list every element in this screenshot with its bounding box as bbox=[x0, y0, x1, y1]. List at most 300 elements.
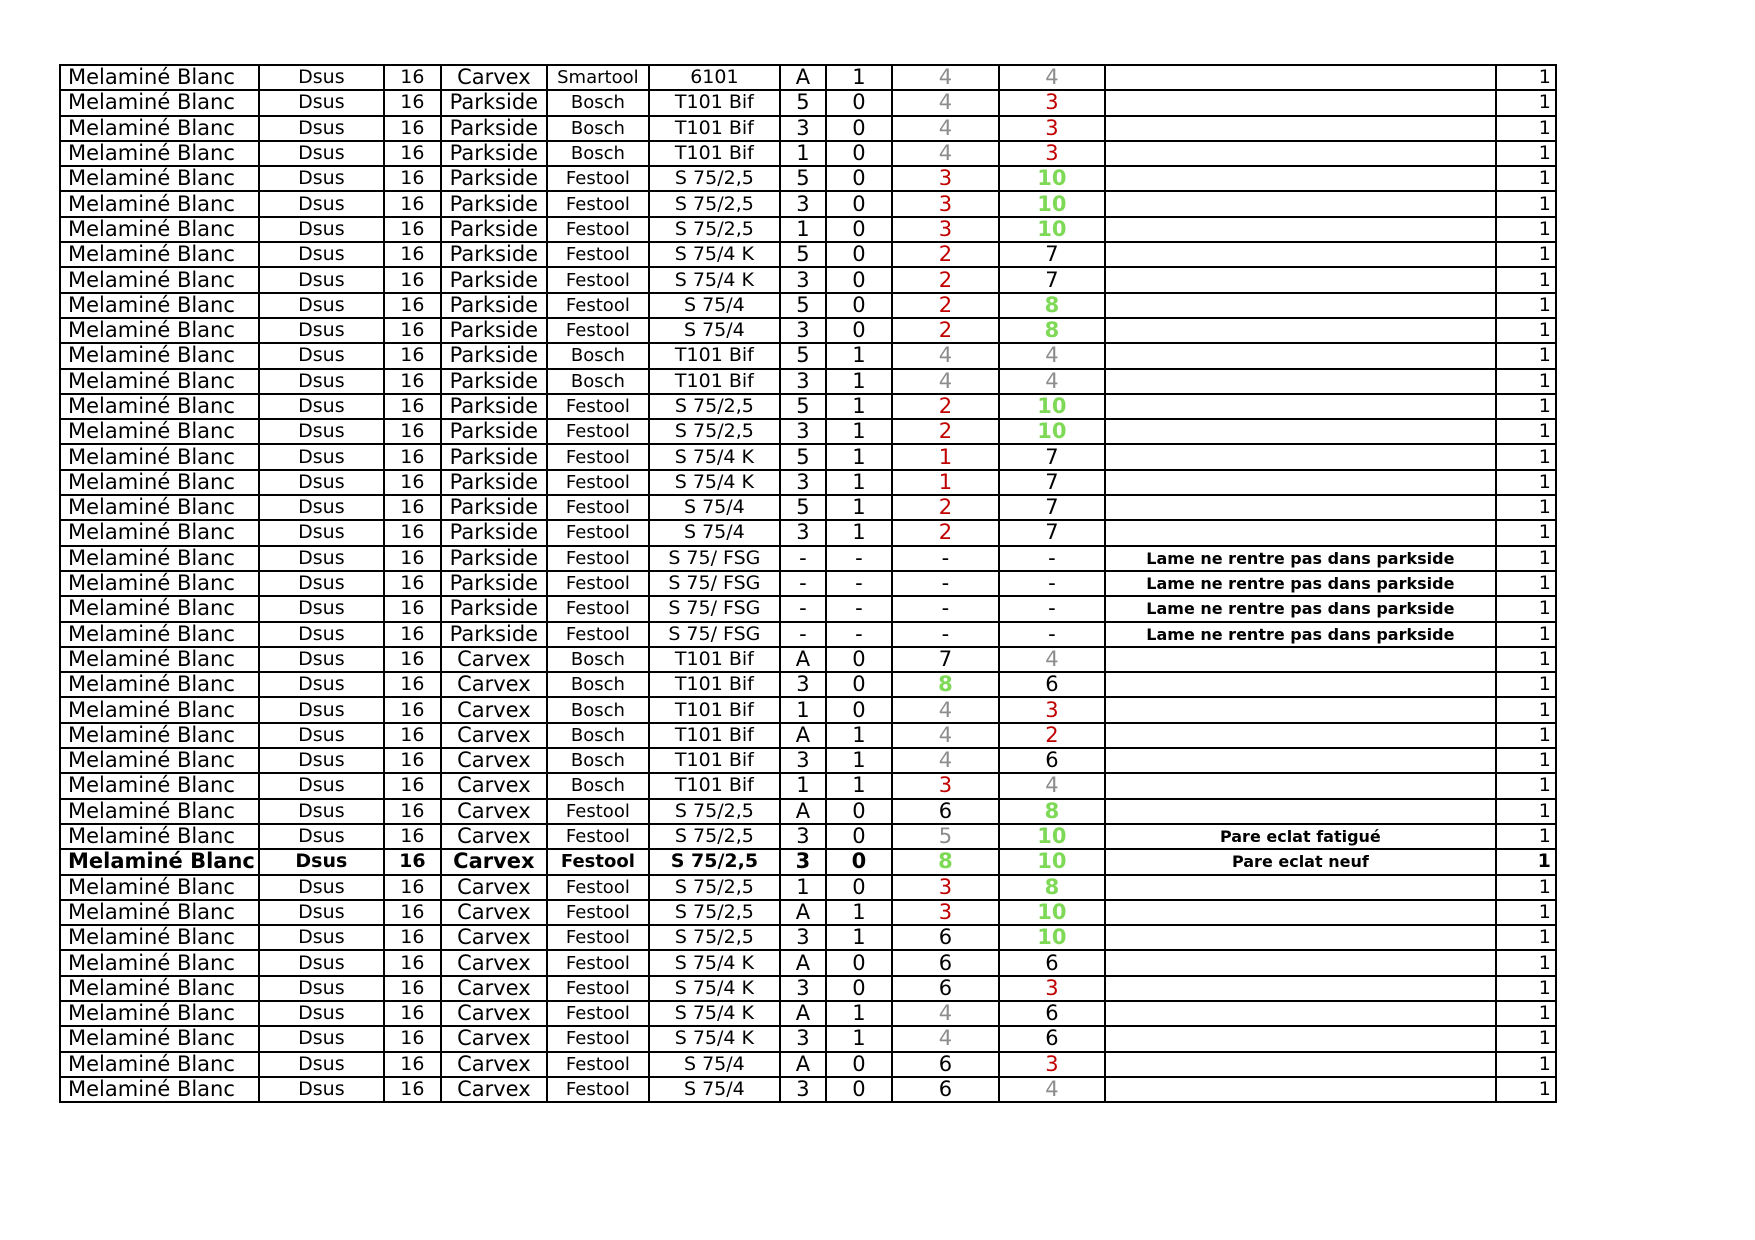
note-cell: Lame ne rentre pas dans parkside bbox=[1105, 546, 1496, 571]
orbital-cell: - bbox=[826, 622, 892, 647]
thickness-cell: 16 bbox=[384, 444, 441, 469]
material-cell: Melaminé Blanc bbox=[60, 90, 259, 115]
table-row bbox=[60, 166, 1556, 191]
note-cell bbox=[1105, 697, 1496, 722]
count-cell: 1 bbox=[1496, 394, 1556, 419]
speed-cell: 3 bbox=[780, 824, 826, 849]
table-row bbox=[60, 293, 1556, 318]
score-1-cell: 3 bbox=[892, 217, 999, 242]
speed-cell: 3 bbox=[780, 191, 826, 216]
blade-ref-cell: S 75/4 K bbox=[649, 242, 780, 267]
speed-cell: A bbox=[780, 900, 826, 925]
score-2-cell: 7 bbox=[999, 267, 1105, 292]
results-table bbox=[59, 64, 1557, 1103]
support-cell: Dsus bbox=[259, 748, 384, 773]
score-1-cell: 3 bbox=[892, 875, 999, 900]
blade-ref-cell: T101 Bif bbox=[649, 773, 780, 798]
table-row bbox=[60, 520, 1556, 545]
blade-brand-cell: Festool bbox=[547, 394, 649, 419]
speed-cell: 1 bbox=[780, 141, 826, 166]
score-2-cell: 3 bbox=[999, 697, 1105, 722]
score-1-cell: 4 bbox=[892, 343, 999, 368]
support-cell: Dsus bbox=[259, 65, 384, 90]
note-cell bbox=[1105, 90, 1496, 115]
score-2-cell: - bbox=[999, 571, 1105, 596]
machine-cell: Parkside bbox=[441, 444, 547, 469]
thickness-cell: 16 bbox=[384, 470, 441, 495]
material-cell: Melaminé Blanc bbox=[60, 546, 259, 571]
score-1-cell: - bbox=[892, 596, 999, 621]
note-cell bbox=[1105, 1077, 1496, 1102]
speed-cell: 3 bbox=[780, 470, 826, 495]
blade-brand-cell: Bosch bbox=[547, 90, 649, 115]
machine-cell: Carvex bbox=[441, 647, 547, 672]
blade-ref-cell: T101 Bif bbox=[649, 647, 780, 672]
speed-cell: A bbox=[780, 799, 826, 824]
material-cell: Melaminé Blanc bbox=[60, 191, 259, 216]
speed-cell: 3 bbox=[780, 1026, 826, 1051]
count-cell: 1 bbox=[1496, 343, 1556, 368]
thickness-cell: 16 bbox=[384, 1052, 441, 1077]
count-cell: 1 bbox=[1496, 596, 1556, 621]
note-cell bbox=[1105, 267, 1496, 292]
count-cell: 1 bbox=[1496, 116, 1556, 141]
orbital-cell: 1 bbox=[826, 470, 892, 495]
orbital-cell: 0 bbox=[826, 824, 892, 849]
machine-cell: Carvex bbox=[441, 697, 547, 722]
blade-brand-cell: Festool bbox=[547, 1026, 649, 1051]
note-cell: Lame ne rentre pas dans parkside bbox=[1105, 622, 1496, 647]
material-cell: Melaminé Blanc bbox=[60, 267, 259, 292]
orbital-cell: 0 bbox=[826, 242, 892, 267]
count-cell: 1 bbox=[1496, 773, 1556, 798]
table-row bbox=[60, 1026, 1556, 1051]
score-2-cell: 8 bbox=[999, 318, 1105, 343]
score-2-cell: 10 bbox=[999, 217, 1105, 242]
material-cell: Melaminé Blanc bbox=[60, 217, 259, 242]
blade-ref-cell: S 75/2,5 bbox=[649, 824, 780, 849]
speed-cell: 5 bbox=[780, 444, 826, 469]
thickness-cell: 16 bbox=[384, 141, 441, 166]
note-cell bbox=[1105, 1001, 1496, 1026]
blade-brand-cell: Festool bbox=[547, 191, 649, 216]
machine-cell: Parkside bbox=[441, 166, 547, 191]
note-cell bbox=[1105, 647, 1496, 672]
machine-cell: Carvex bbox=[441, 1001, 547, 1026]
speed-cell: 3 bbox=[780, 318, 826, 343]
score-2-cell: 3 bbox=[999, 116, 1105, 141]
count-cell: 1 bbox=[1496, 723, 1556, 748]
score-2-cell: 4 bbox=[999, 65, 1105, 90]
note-cell bbox=[1105, 495, 1496, 520]
orbital-cell: 0 bbox=[826, 141, 892, 166]
speed-cell: 5 bbox=[780, 394, 826, 419]
support-cell: Dsus bbox=[259, 369, 384, 394]
blade-ref-cell: S 75/4 bbox=[649, 293, 780, 318]
material-cell: Melaminé Blanc bbox=[60, 520, 259, 545]
machine-cell: Parkside bbox=[441, 90, 547, 115]
machine-cell: Carvex bbox=[441, 925, 547, 950]
score-1-cell: 1 bbox=[892, 470, 999, 495]
speed-cell: 1 bbox=[780, 217, 826, 242]
machine-cell: Parkside bbox=[441, 470, 547, 495]
thickness-cell: 16 bbox=[384, 900, 441, 925]
score-2-cell: 10 bbox=[999, 900, 1105, 925]
blade-ref-cell: 6101 bbox=[649, 65, 780, 90]
score-1-cell: 6 bbox=[892, 950, 999, 975]
table-row bbox=[60, 773, 1556, 798]
score-1-cell: 3 bbox=[892, 900, 999, 925]
speed-cell: 3 bbox=[780, 748, 826, 773]
score-1-cell: 8 bbox=[892, 849, 999, 874]
score-2-cell: 10 bbox=[999, 419, 1105, 444]
score-1-cell: 6 bbox=[892, 976, 999, 1001]
count-cell: 1 bbox=[1496, 849, 1556, 874]
thickness-cell: 16 bbox=[384, 571, 441, 596]
thickness-cell: 16 bbox=[384, 622, 441, 647]
score-1-cell: 2 bbox=[892, 318, 999, 343]
blade-brand-cell: Festool bbox=[547, 925, 649, 950]
thickness-cell: 16 bbox=[384, 242, 441, 267]
blade-ref-cell: S 75/2,5 bbox=[649, 849, 780, 874]
score-1-cell: 4 bbox=[892, 1026, 999, 1051]
blade-ref-cell: S 75/2,5 bbox=[649, 875, 780, 900]
count-cell: 1 bbox=[1496, 419, 1556, 444]
orbital-cell: 1 bbox=[826, 773, 892, 798]
count-cell: 1 bbox=[1496, 1077, 1556, 1102]
thickness-cell: 16 bbox=[384, 799, 441, 824]
score-1-cell: 2 bbox=[892, 495, 999, 520]
blade-ref-cell: T101 Bif bbox=[649, 672, 780, 697]
blade-ref-cell: S 75/4 bbox=[649, 1052, 780, 1077]
score-2-cell: 10 bbox=[999, 166, 1105, 191]
speed-cell: 3 bbox=[780, 976, 826, 1001]
machine-cell: Parkside bbox=[441, 293, 547, 318]
note-cell bbox=[1105, 976, 1496, 1001]
support-cell: Dsus bbox=[259, 520, 384, 545]
score-2-cell: 8 bbox=[999, 875, 1105, 900]
machine-cell: Parkside bbox=[441, 141, 547, 166]
note-cell: Pare eclat fatigué bbox=[1105, 824, 1496, 849]
material-cell: Melaminé Blanc bbox=[60, 394, 259, 419]
note-cell bbox=[1105, 875, 1496, 900]
support-cell: Dsus bbox=[259, 875, 384, 900]
material-cell: Melaminé Blanc bbox=[60, 875, 259, 900]
orbital-cell: 1 bbox=[826, 343, 892, 368]
material-cell: Melaminé Blanc bbox=[60, 141, 259, 166]
machine-cell: Carvex bbox=[441, 65, 547, 90]
score-1-cell: - bbox=[892, 546, 999, 571]
material-cell: Melaminé Blanc bbox=[60, 116, 259, 141]
blade-ref-cell: S 75/4 bbox=[649, 495, 780, 520]
material-cell: Melaminé Blanc bbox=[60, 672, 259, 697]
note-cell bbox=[1105, 217, 1496, 242]
orbital-cell: 1 bbox=[826, 520, 892, 545]
blade-brand-cell: Festool bbox=[547, 293, 649, 318]
speed-cell: 1 bbox=[780, 773, 826, 798]
blade-ref-cell: S 75/4 K bbox=[649, 444, 780, 469]
material-cell: Melaminé Blanc bbox=[60, 799, 259, 824]
orbital-cell: 0 bbox=[826, 1052, 892, 1077]
machine-cell: Carvex bbox=[441, 723, 547, 748]
orbital-cell: 1 bbox=[826, 394, 892, 419]
machine-cell: Parkside bbox=[441, 596, 547, 621]
note-cell bbox=[1105, 520, 1496, 545]
table-row bbox=[60, 394, 1556, 419]
blade-brand-cell: Festool bbox=[547, 267, 649, 292]
table-row bbox=[60, 343, 1556, 368]
speed-cell: A bbox=[780, 647, 826, 672]
support-cell: Dsus bbox=[259, 267, 384, 292]
blade-brand-cell: Festool bbox=[547, 444, 649, 469]
blade-ref-cell: S 75/2,5 bbox=[649, 166, 780, 191]
count-cell: 1 bbox=[1496, 950, 1556, 975]
material-cell: Melaminé Blanc bbox=[60, 293, 259, 318]
material-cell: Melaminé Blanc bbox=[60, 950, 259, 975]
note-cell bbox=[1105, 444, 1496, 469]
note-cell bbox=[1105, 773, 1496, 798]
orbital-cell: 1 bbox=[826, 65, 892, 90]
score-1-cell: 6 bbox=[892, 799, 999, 824]
note-cell bbox=[1105, 65, 1496, 90]
orbital-cell: 0 bbox=[826, 976, 892, 1001]
table-row bbox=[60, 65, 1556, 90]
machine-cell: Parkside bbox=[441, 191, 547, 216]
score-1-cell: 2 bbox=[892, 520, 999, 545]
blade-ref-cell: S 75/4 bbox=[649, 520, 780, 545]
table-row bbox=[60, 267, 1556, 292]
thickness-cell: 16 bbox=[384, 318, 441, 343]
score-2-cell: 2 bbox=[999, 723, 1105, 748]
thickness-cell: 16 bbox=[384, 267, 441, 292]
count-cell: 1 bbox=[1496, 141, 1556, 166]
material-cell: Melaminé Blanc bbox=[60, 824, 259, 849]
blade-ref-cell: S 75/2,5 bbox=[649, 217, 780, 242]
table-row bbox=[60, 191, 1556, 216]
table-row bbox=[60, 495, 1556, 520]
count-cell: 1 bbox=[1496, 1001, 1556, 1026]
count-cell: 1 bbox=[1496, 546, 1556, 571]
score-1-cell: 4 bbox=[892, 141, 999, 166]
blade-ref-cell: S 75/2,5 bbox=[649, 191, 780, 216]
orbital-cell: 0 bbox=[826, 90, 892, 115]
blade-brand-cell: Smartool bbox=[547, 65, 649, 90]
table-row bbox=[60, 444, 1556, 469]
score-2-cell: 8 bbox=[999, 293, 1105, 318]
orbital-cell: 1 bbox=[826, 419, 892, 444]
speed-cell: 3 bbox=[780, 925, 826, 950]
material-cell: Melaminé Blanc bbox=[60, 976, 259, 1001]
count-cell: 1 bbox=[1496, 748, 1556, 773]
score-1-cell: 2 bbox=[892, 394, 999, 419]
speed-cell: A bbox=[780, 1052, 826, 1077]
thickness-cell: 16 bbox=[384, 217, 441, 242]
thickness-cell: 16 bbox=[384, 773, 441, 798]
support-cell: Dsus bbox=[259, 166, 384, 191]
machine-cell: Carvex bbox=[441, 900, 547, 925]
table-body bbox=[60, 65, 1556, 1102]
score-1-cell: 8 bbox=[892, 672, 999, 697]
blade-ref-cell: S 75/4 K bbox=[649, 267, 780, 292]
support-cell: Dsus bbox=[259, 976, 384, 1001]
blade-brand-cell: Festool bbox=[547, 824, 649, 849]
score-1-cell: 4 bbox=[892, 723, 999, 748]
blade-brand-cell: Festool bbox=[547, 1052, 649, 1077]
thickness-cell: 16 bbox=[384, 647, 441, 672]
count-cell: 1 bbox=[1496, 622, 1556, 647]
blade-brand-cell: Festool bbox=[547, 976, 649, 1001]
score-1-cell: 4 bbox=[892, 65, 999, 90]
orbital-cell: - bbox=[826, 596, 892, 621]
orbital-cell: 0 bbox=[826, 217, 892, 242]
thickness-cell: 16 bbox=[384, 824, 441, 849]
support-cell: Dsus bbox=[259, 1077, 384, 1102]
count-cell: 1 bbox=[1496, 875, 1556, 900]
note-cell bbox=[1105, 369, 1496, 394]
blade-brand-cell: Festool bbox=[547, 419, 649, 444]
machine-cell: Carvex bbox=[441, 976, 547, 1001]
score-1-cell: 4 bbox=[892, 369, 999, 394]
count-cell: 1 bbox=[1496, 925, 1556, 950]
note-cell bbox=[1105, 1052, 1496, 1077]
orbital-cell: 0 bbox=[826, 166, 892, 191]
speed-cell: 3 bbox=[780, 116, 826, 141]
orbital-cell: 0 bbox=[826, 849, 892, 874]
material-cell: Melaminé Blanc bbox=[60, 65, 259, 90]
orbital-cell: 0 bbox=[826, 1077, 892, 1102]
speed-cell: 5 bbox=[780, 293, 826, 318]
machine-cell: Parkside bbox=[441, 495, 547, 520]
table-row bbox=[60, 697, 1556, 722]
count-cell: 1 bbox=[1496, 1026, 1556, 1051]
table-row bbox=[60, 647, 1556, 672]
score-1-cell: 4 bbox=[892, 748, 999, 773]
machine-cell: Carvex bbox=[441, 1052, 547, 1077]
count-cell: 1 bbox=[1496, 799, 1556, 824]
blade-brand-cell: Festool bbox=[547, 520, 649, 545]
speed-cell: 3 bbox=[780, 1077, 826, 1102]
support-cell: Dsus bbox=[259, 571, 384, 596]
thickness-cell: 16 bbox=[384, 166, 441, 191]
blade-brand-cell: Bosch bbox=[547, 141, 649, 166]
orbital-cell: 0 bbox=[826, 267, 892, 292]
orbital-cell: 0 bbox=[826, 875, 892, 900]
blade-brand-cell: Festool bbox=[547, 950, 649, 975]
table-row bbox=[60, 824, 1556, 849]
speed-cell: 3 bbox=[780, 520, 826, 545]
thickness-cell: 16 bbox=[384, 596, 441, 621]
score-2-cell: 10 bbox=[999, 394, 1105, 419]
material-cell: Melaminé Blanc bbox=[60, 1026, 259, 1051]
table-row bbox=[60, 90, 1556, 115]
speed-cell: A bbox=[780, 950, 826, 975]
table-row bbox=[60, 116, 1556, 141]
material-cell: Melaminé Blanc bbox=[60, 318, 259, 343]
blade-ref-cell: S 75/4 bbox=[649, 318, 780, 343]
table-row bbox=[60, 318, 1556, 343]
speed-cell: A bbox=[780, 723, 826, 748]
support-cell: Dsus bbox=[259, 191, 384, 216]
speed-cell: - bbox=[780, 622, 826, 647]
orbital-cell: 0 bbox=[826, 647, 892, 672]
table-row bbox=[60, 419, 1556, 444]
thickness-cell: 16 bbox=[384, 343, 441, 368]
machine-cell: Carvex bbox=[441, 748, 547, 773]
note-cell bbox=[1105, 343, 1496, 368]
blade-ref-cell: S 75/ FSG bbox=[649, 571, 780, 596]
score-1-cell: 4 bbox=[892, 1001, 999, 1026]
machine-cell: Parkside bbox=[441, 242, 547, 267]
score-2-cell: 4 bbox=[999, 647, 1105, 672]
score-1-cell: 1 bbox=[892, 444, 999, 469]
blade-brand-cell: Bosch bbox=[547, 723, 649, 748]
table-row bbox=[60, 1052, 1556, 1077]
count-cell: 1 bbox=[1496, 647, 1556, 672]
blade-ref-cell: T101 Bif bbox=[649, 748, 780, 773]
table-row bbox=[60, 369, 1556, 394]
machine-cell: Carvex bbox=[441, 672, 547, 697]
thickness-cell: 16 bbox=[384, 520, 441, 545]
note-cell bbox=[1105, 1026, 1496, 1051]
orbital-cell: 1 bbox=[826, 444, 892, 469]
score-1-cell: - bbox=[892, 571, 999, 596]
blade-ref-cell: S 75/2,5 bbox=[649, 925, 780, 950]
count-cell: 1 bbox=[1496, 65, 1556, 90]
note-cell bbox=[1105, 950, 1496, 975]
score-1-cell: 4 bbox=[892, 116, 999, 141]
score-2-cell: 6 bbox=[999, 1001, 1105, 1026]
blade-brand-cell: Festool bbox=[547, 546, 649, 571]
blade-ref-cell: S 75/2,5 bbox=[649, 799, 780, 824]
blade-brand-cell: Bosch bbox=[547, 672, 649, 697]
support-cell: Dsus bbox=[259, 773, 384, 798]
blade-ref-cell: S 75/4 K bbox=[649, 470, 780, 495]
blade-ref-cell: S 75/4 K bbox=[649, 1026, 780, 1051]
machine-cell: Parkside bbox=[441, 369, 547, 394]
support-cell: Dsus bbox=[259, 596, 384, 621]
speed-cell: 5 bbox=[780, 495, 826, 520]
blade-brand-cell: Festool bbox=[547, 1077, 649, 1102]
thickness-cell: 16 bbox=[384, 369, 441, 394]
score-1-cell: 6 bbox=[892, 1077, 999, 1102]
thickness-cell: 16 bbox=[384, 65, 441, 90]
orbital-cell: 1 bbox=[826, 1001, 892, 1026]
machine-cell: Parkside bbox=[441, 546, 547, 571]
count-cell: 1 bbox=[1496, 470, 1556, 495]
score-1-cell: 2 bbox=[892, 242, 999, 267]
support-cell: Dsus bbox=[259, 1052, 384, 1077]
thickness-cell: 16 bbox=[384, 116, 441, 141]
thickness-cell: 16 bbox=[384, 1001, 441, 1026]
material-cell: Melaminé Blanc bbox=[60, 647, 259, 672]
material-cell: Melaminé Blanc bbox=[60, 495, 259, 520]
table-row bbox=[60, 849, 1556, 874]
blade-brand-cell: Festool bbox=[547, 622, 649, 647]
support-cell: Dsus bbox=[259, 242, 384, 267]
score-1-cell: - bbox=[892, 622, 999, 647]
orbital-cell: 0 bbox=[826, 697, 892, 722]
support-cell: Dsus bbox=[259, 723, 384, 748]
thickness-cell: 16 bbox=[384, 672, 441, 697]
blade-ref-cell: S 75/2,5 bbox=[649, 419, 780, 444]
orbital-cell: 1 bbox=[826, 1026, 892, 1051]
support-cell: Dsus bbox=[259, 495, 384, 520]
table-row bbox=[60, 900, 1556, 925]
thickness-cell: 16 bbox=[384, 419, 441, 444]
blade-ref-cell: T101 Bif bbox=[649, 697, 780, 722]
support-cell: Dsus bbox=[259, 444, 384, 469]
score-2-cell: 4 bbox=[999, 343, 1105, 368]
